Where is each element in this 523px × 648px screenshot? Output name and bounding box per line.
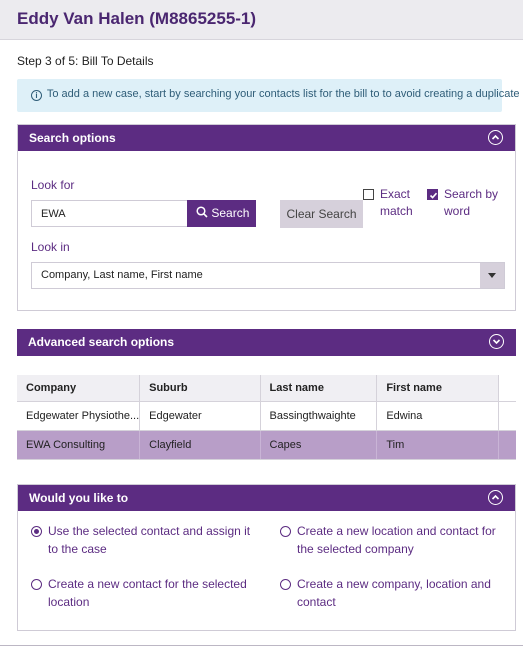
cell-company: EWA Consulting — [17, 430, 140, 459]
table-row-selected[interactable] — [17, 430, 516, 459]
column-header-suburb[interactable]: Suburb — [140, 375, 260, 401]
clear-search-label: Clear Search — [286, 207, 357, 221]
look-in-select[interactable] — [31, 262, 505, 289]
check-icon — [429, 191, 438, 200]
radio-new-location-contact[interactable] — [280, 526, 291, 537]
cell-filler — [498, 430, 516, 459]
would-you-like-panel — [17, 484, 516, 631]
scrollbar-header — [498, 375, 516, 401]
table-header-row — [17, 375, 516, 401]
look-for-label: Look for — [31, 178, 75, 192]
cell-company: Edgewater Physiothe... — [17, 401, 140, 430]
column-header-last-name[interactable]: Last name — [260, 375, 377, 401]
cell-last-name: Capes — [260, 430, 377, 459]
search-options-title: Search options — [29, 131, 116, 145]
chevron-up-icon[interactable] — [488, 130, 503, 145]
page-title: Eddy Van Halen (M8865255-1) — [0, 0, 523, 40]
info-icon: i — [31, 90, 42, 101]
advanced-search-header[interactable] — [17, 329, 516, 356]
cell-suburb: Clayfield — [140, 430, 260, 459]
option-use-selected-contact[interactable]: Use the selected contact and assign it to the case — [48, 524, 251, 556]
search-button[interactable] — [187, 200, 256, 227]
option-new-company-location-contact[interactable]: Create a new company, location and contact — [297, 577, 491, 609]
search-by-word-checkbox[interactable] — [427, 189, 438, 200]
chevron-down-icon[interactable] — [489, 334, 504, 349]
cell-filler — [498, 401, 516, 430]
cell-last-name: Bassingthwaighte — [260, 401, 377, 430]
cell-suburb: Edgewater — [140, 401, 260, 430]
advanced-search-title: Advanced search options — [28, 335, 175, 349]
cell-first-name: Tim — [377, 430, 498, 459]
footer-divider — [0, 645, 523, 646]
radio-new-company-location-contact[interactable] — [280, 579, 291, 590]
radio-new-contact-location[interactable] — [31, 579, 42, 590]
table-row[interactable] — [17, 401, 516, 430]
would-you-like-title: Would you like to — [29, 491, 129, 505]
info-text: To add a new case, start by searching your contacts list for the bill to to avoid creating a duplicate — [46, 88, 520, 100]
search-options-panel — [17, 124, 516, 311]
column-header-first-name[interactable]: First name — [377, 375, 498, 401]
chevron-up-icon[interactable] — [488, 490, 503, 505]
search-icon — [196, 206, 208, 218]
exact-match-label[interactable]: Exact match — [380, 187, 413, 218]
exact-match-checkbox[interactable] — [363, 189, 374, 200]
search-by-word-label[interactable]: Search by word — [444, 187, 499, 218]
clear-search-button[interactable] — [280, 200, 363, 228]
look-in-value: Company, Last name, First name — [41, 269, 203, 281]
info-banner — [17, 79, 520, 112]
advanced-search-panel[interactable] — [17, 329, 516, 356]
column-header-company[interactable]: Company — [17, 375, 140, 401]
look-for-input[interactable] — [31, 200, 188, 227]
dropdown-arrow-icon[interactable] — [480, 263, 504, 288]
step-indicator: Step 3 of 5: Bill To Details — [17, 54, 154, 68]
would-you-like-header[interactable] — [18, 485, 515, 511]
search-button-label: Search — [211, 206, 250, 220]
radio-use-selected-contact[interactable] — [31, 526, 42, 537]
results-table — [17, 375, 516, 460]
option-new-contact-location[interactable]: Create a new contact for the selected location — [48, 577, 247, 609]
cell-first-name: Edwina — [377, 401, 498, 430]
look-in-label: Look in — [31, 240, 70, 254]
option-new-location-contact[interactable]: Create a new location and contact for the selected company — [297, 524, 496, 556]
search-options-header[interactable] — [18, 125, 515, 151]
